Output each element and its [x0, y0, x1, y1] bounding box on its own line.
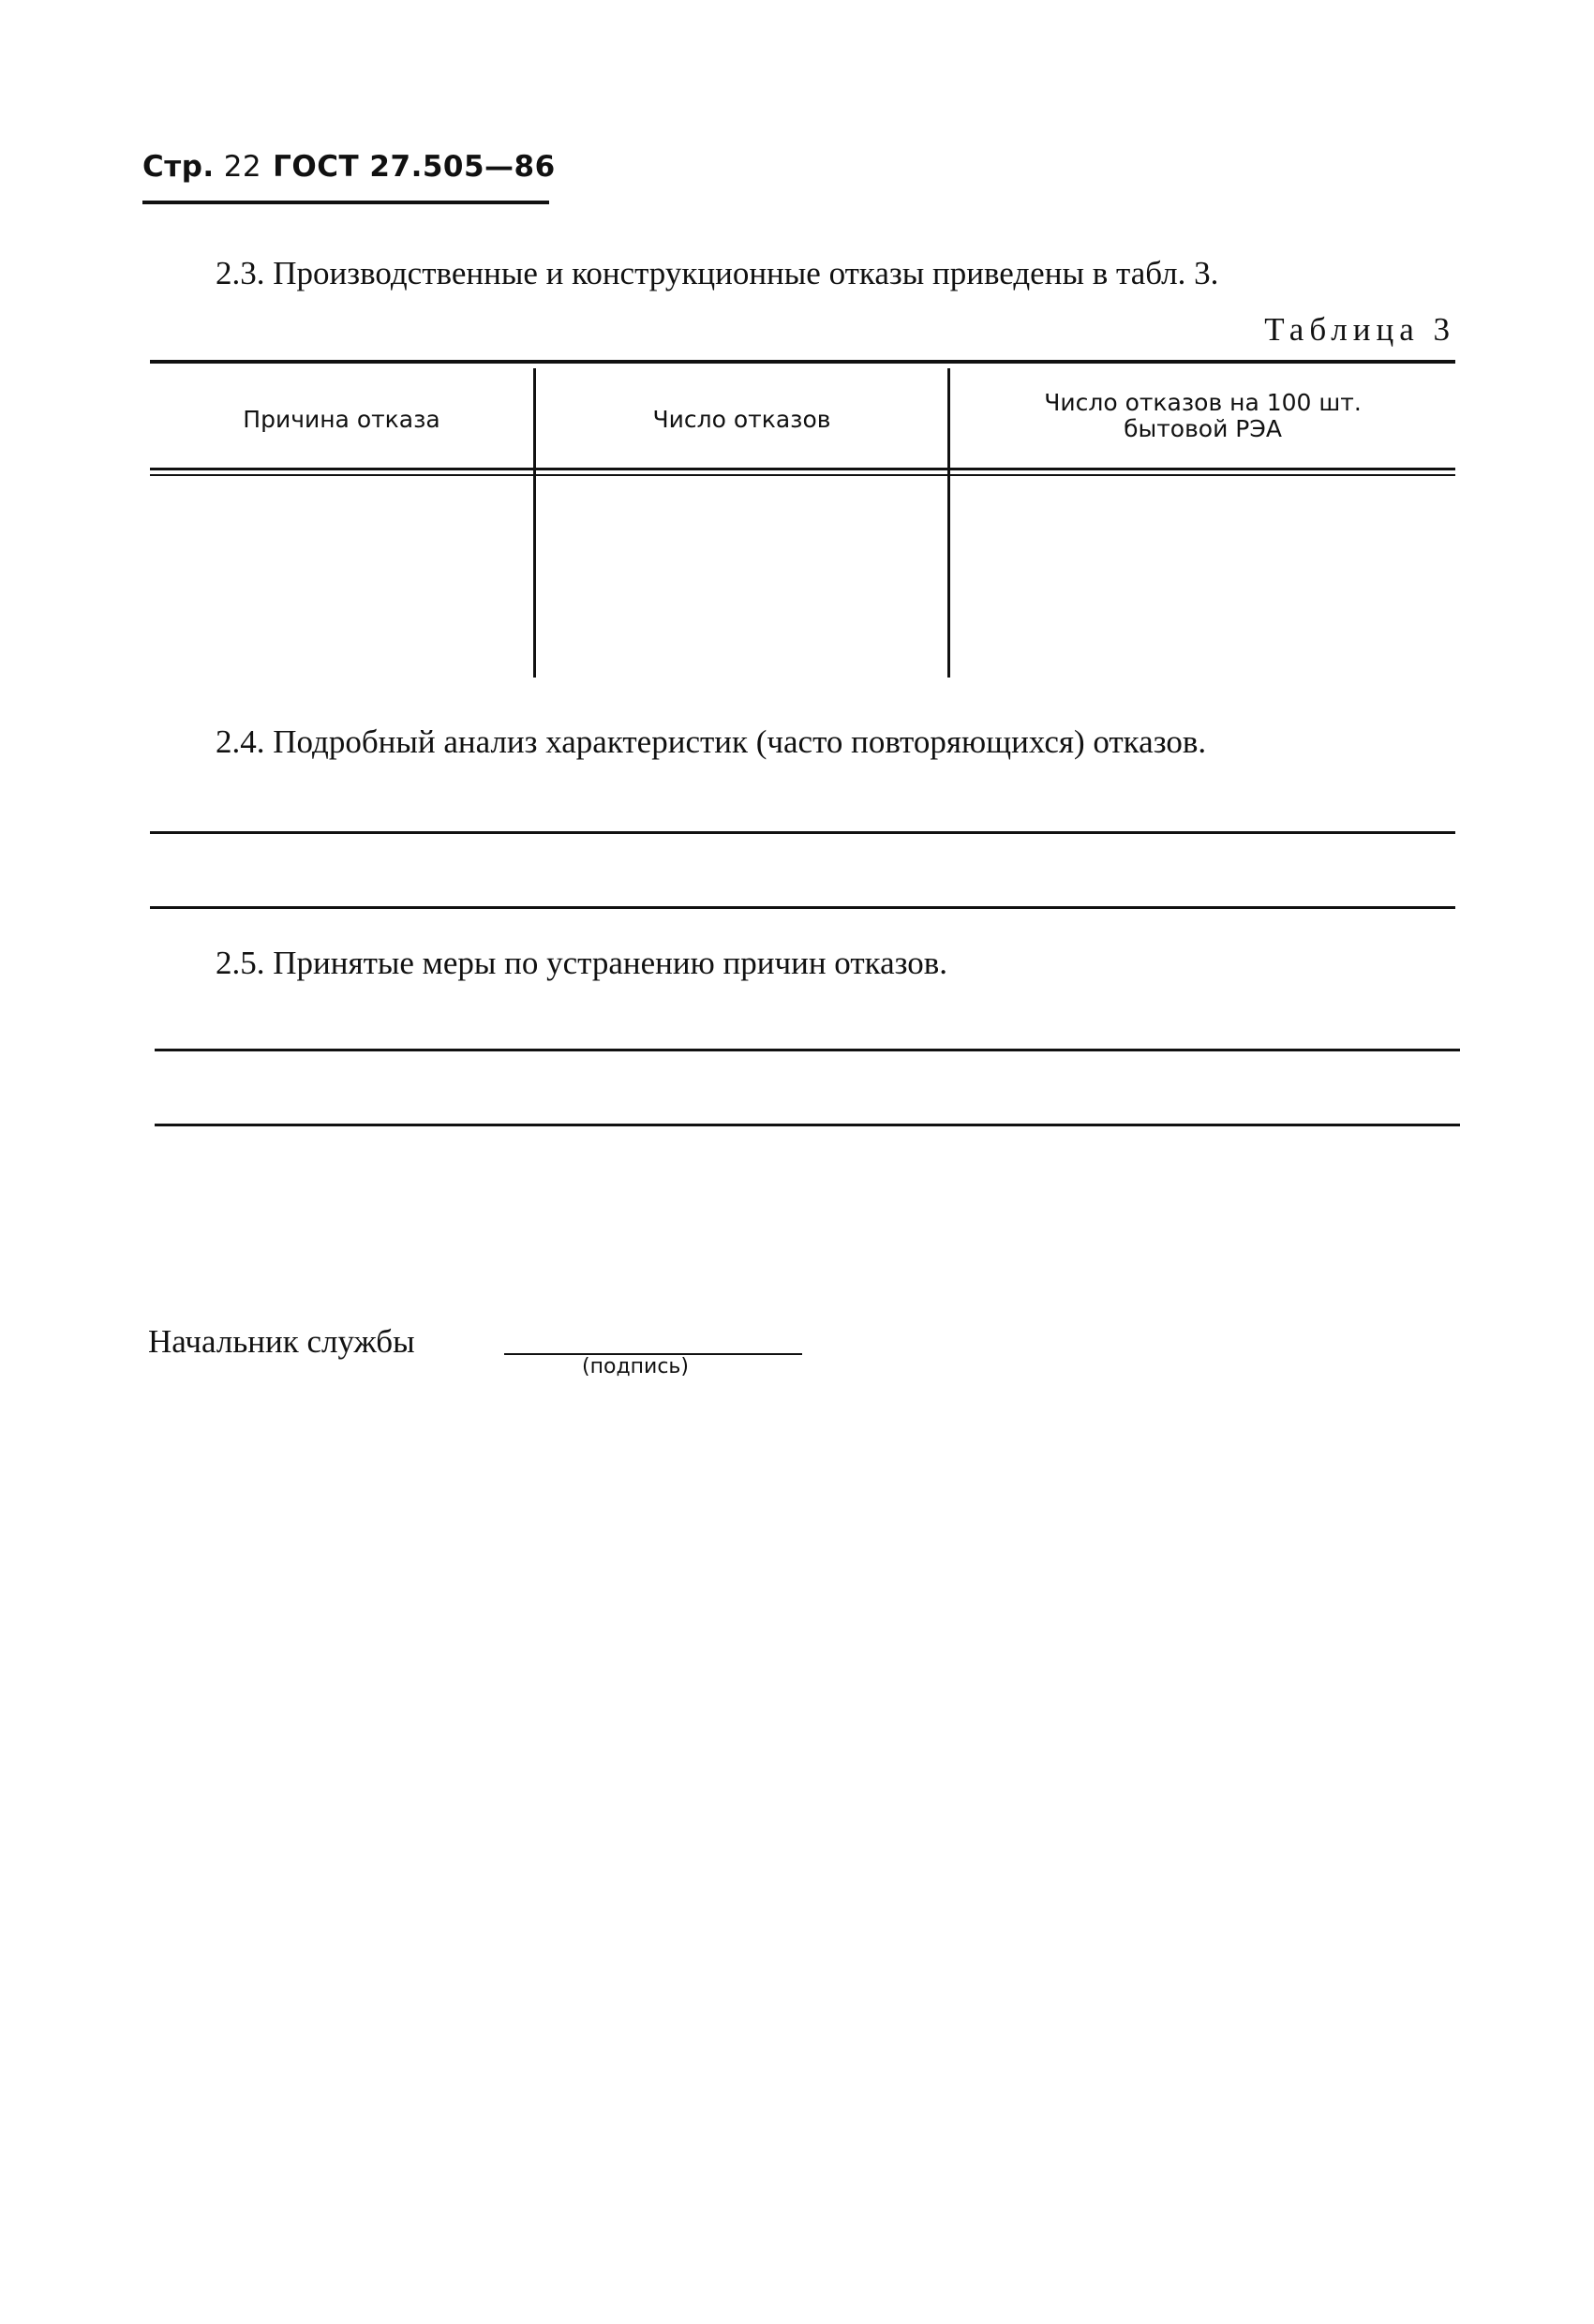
table-header-rule-secondary	[150, 474, 1455, 476]
table-header-cause: Причина отказа	[243, 406, 440, 433]
answer-line[interactable]	[155, 1124, 1460, 1126]
table-label: Таблица 3	[1264, 311, 1455, 348]
table-header-count-per-100-line1: Число отказов на 100 шт.	[1044, 389, 1362, 416]
section-2-4: 2.4. Подробный анализ характеристик (часто повторяющихся) отказов.	[216, 723, 1207, 760]
standard-code: ГОСТ 27.505—86	[273, 150, 556, 184]
table-header-count-per-100	[950, 390, 1455, 442]
table-top-rule	[150, 360, 1455, 364]
table-header-count: Число отказов	[652, 406, 831, 433]
answer-line[interactable]	[150, 906, 1455, 909]
table-header-count-per-100-line2: бытовой РЭА	[1124, 415, 1282, 442]
page-label: Стр.	[142, 150, 215, 184]
answer-line[interactable]	[150, 831, 1455, 834]
header-rule	[142, 201, 549, 204]
signature-hint: (подпись)	[582, 1355, 689, 1378]
section-2-5: 2.5. Принятые меры по устранению причин отказов.	[216, 945, 948, 981]
answer-line[interactable]	[155, 1049, 1460, 1051]
page-header	[142, 150, 556, 184]
page-number: 22	[223, 150, 262, 184]
signature-label: Начальник службы	[148, 1323, 415, 1360]
table-header-rule	[150, 468, 1455, 470]
section-2-3: 2.3. Производственные и конструкционные отказы приведены в табл. 3.	[216, 255, 1219, 291]
